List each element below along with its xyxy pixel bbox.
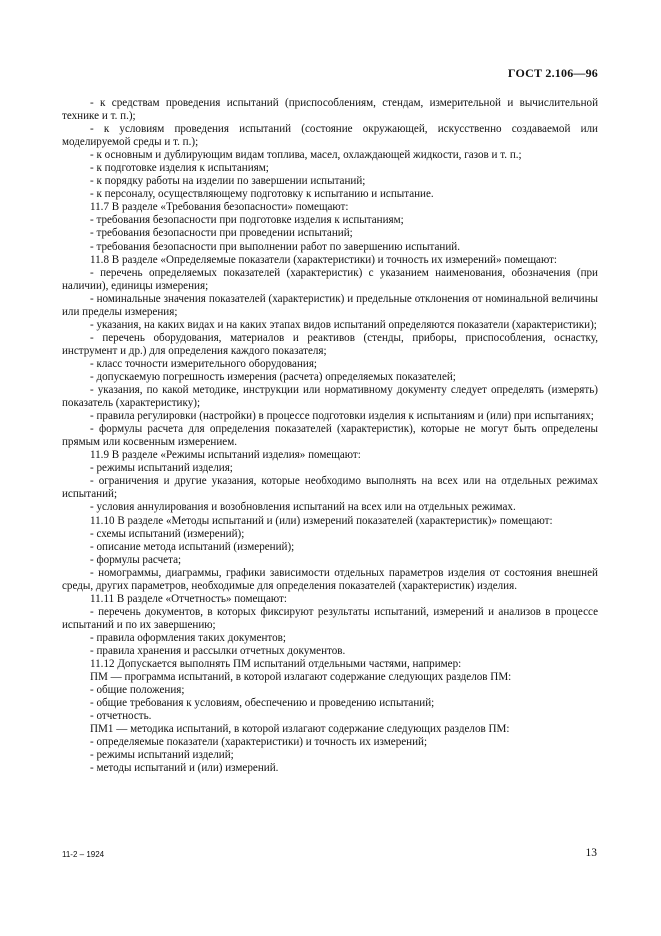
paragraph: - формулы расчета; xyxy=(90,553,182,566)
paragraph: - к основным и дублирующим видам топлива, масел, охлаждающей жидкости, газов и т. п.; xyxy=(90,149,522,162)
paragraph: - общие положения; xyxy=(90,684,185,697)
paragraph: - режимы испытаний изделия; xyxy=(90,462,233,475)
paragraph: - условия аннулирования и возобновления испытаний на всех или на отдельных режимах. xyxy=(90,501,516,514)
paragraph: - общие требования к условиям, обеспечению и проведению испытаний; xyxy=(90,697,435,710)
paragraph: - ограничения и другие указания, которые необходимо выполнять на всех или на отдельных режимах испытаний; xyxy=(62,475,598,501)
page-number: 13 xyxy=(585,847,597,859)
paragraph: - отчетность. xyxy=(90,710,152,723)
paragraph: ПМ — программа испытаний, в которой излагают содержание следующих разделов ПМ: xyxy=(90,671,512,684)
paragraph: - требования безопасности при подготовке изделия к испытаниям; xyxy=(90,214,404,227)
paragraph: 11.12 Допускается выполнять ПМ испытаний отдельными частями, например: xyxy=(90,658,462,671)
paragraph: 11.10 В разделе «Методы испытаний и (или) измерений показателей (характеристик)» помещают: xyxy=(90,514,553,527)
paragraph: - перечень оборудования, материалов и реактивов (стенды, приборы, приспособления, оснастку, инструмент и др.) для определения каждого показателя; xyxy=(62,331,598,357)
paragraph: - к подготовке изделия к испытаниям; xyxy=(90,162,269,175)
paragraph: - требования безопасности при выполнении работ по завершению испытаний. xyxy=(90,240,461,253)
paragraph: - правила регулировки (настройки) в процессе подготовки изделия к испытаниям и (или) при испытаниях; xyxy=(90,410,594,423)
paragraph: - к персоналу, осуществляющему подготовку к испытанию и испытание. xyxy=(90,188,434,201)
paragraph: - к средствам проведения испытаний (приспособлениям, стендам, измерительной и вычислительной технике и т. п.); xyxy=(62,97,598,123)
paragraph: - к порядку работы на изделии по завершении испытаний; xyxy=(90,175,366,188)
paragraph: - определяемые показатели (характеристики) и точность их измерений; xyxy=(90,736,428,749)
paragraph: - перечень определяемых показателей (характеристик) с указанием наименования, обозначения (при наличии), единицы измерения; xyxy=(62,266,598,292)
paragraph: - режимы испытаний изделий; xyxy=(90,749,234,762)
paragraph: - указания, по какой методике, инструкции или нормативному документу следует определять (измерять) показатель (характеристику); xyxy=(62,384,598,410)
document-code-header: ГОСТ 2.106—96 xyxy=(507,66,598,80)
paragraph: 11.11 В разделе «Отчетность» помещают: xyxy=(90,592,287,605)
paragraph: 11.7 В разделе «Требования безопасности» помещают: xyxy=(90,201,349,214)
paragraph: ПМ1 — методика испытаний, в которой излагают содержание следующих разделов ПМ: xyxy=(90,723,510,736)
paragraph: - правила хранения и рассылки отчетных документов. xyxy=(90,644,346,657)
paragraph: - формулы расчета для определения показателей (характеристик), которые не могут быть определены прямым или косвенным измерением. xyxy=(62,423,598,449)
paragraph: - методы испытаний и (или) измерений. xyxy=(90,762,279,775)
paragraph: - указания, на каких видах и на каких этапах видов испытаний определяются показатели (характеристики); xyxy=(90,318,597,331)
paragraph: - перечень документов, в которых фиксируют результаты испытаний, измерений и анализов в процессе испытаний и по их завершению; xyxy=(62,605,598,631)
print-mark: 11-2 – 1924 xyxy=(62,850,105,859)
paragraph: - описание метода испытаний (измерений); xyxy=(90,540,295,553)
paragraph: - номинальные значения показателей (характеристик) и предельные отклонения от номинальной величины или пределы измерения; xyxy=(62,292,598,318)
document-body-text xyxy=(62,97,598,775)
paragraph: - правила оформления таких документов; xyxy=(90,631,287,644)
paragraph: 11.8 В разделе «Определяемые показатели (характеристики) и точность их измерений» помещают: xyxy=(90,253,558,266)
paragraph: - схемы испытаний (измерений); xyxy=(90,527,245,540)
paragraph: - номограммы, диаграммы, графики зависимости отдельных параметров изделия от состояния внешней среды, других параметров, необходимые для определения показателей (характеристик) изделия. xyxy=(62,566,598,592)
paragraph: - к условиям проведения испытаний (состояние окружающей, искусственно создаваемой или моделируемой среды и т. п.); xyxy=(62,123,598,149)
paragraph: - требования безопасности при проведении испытаний; xyxy=(90,227,353,240)
paragraph: - класс точности измерительного оборудования; xyxy=(90,357,318,370)
paragraph: 11.9 В разделе «Режимы испытаний изделия» помещают: xyxy=(90,449,361,462)
paragraph: - допускаемую погрешность измерения (расчета) определяемых показателей; xyxy=(90,370,456,383)
